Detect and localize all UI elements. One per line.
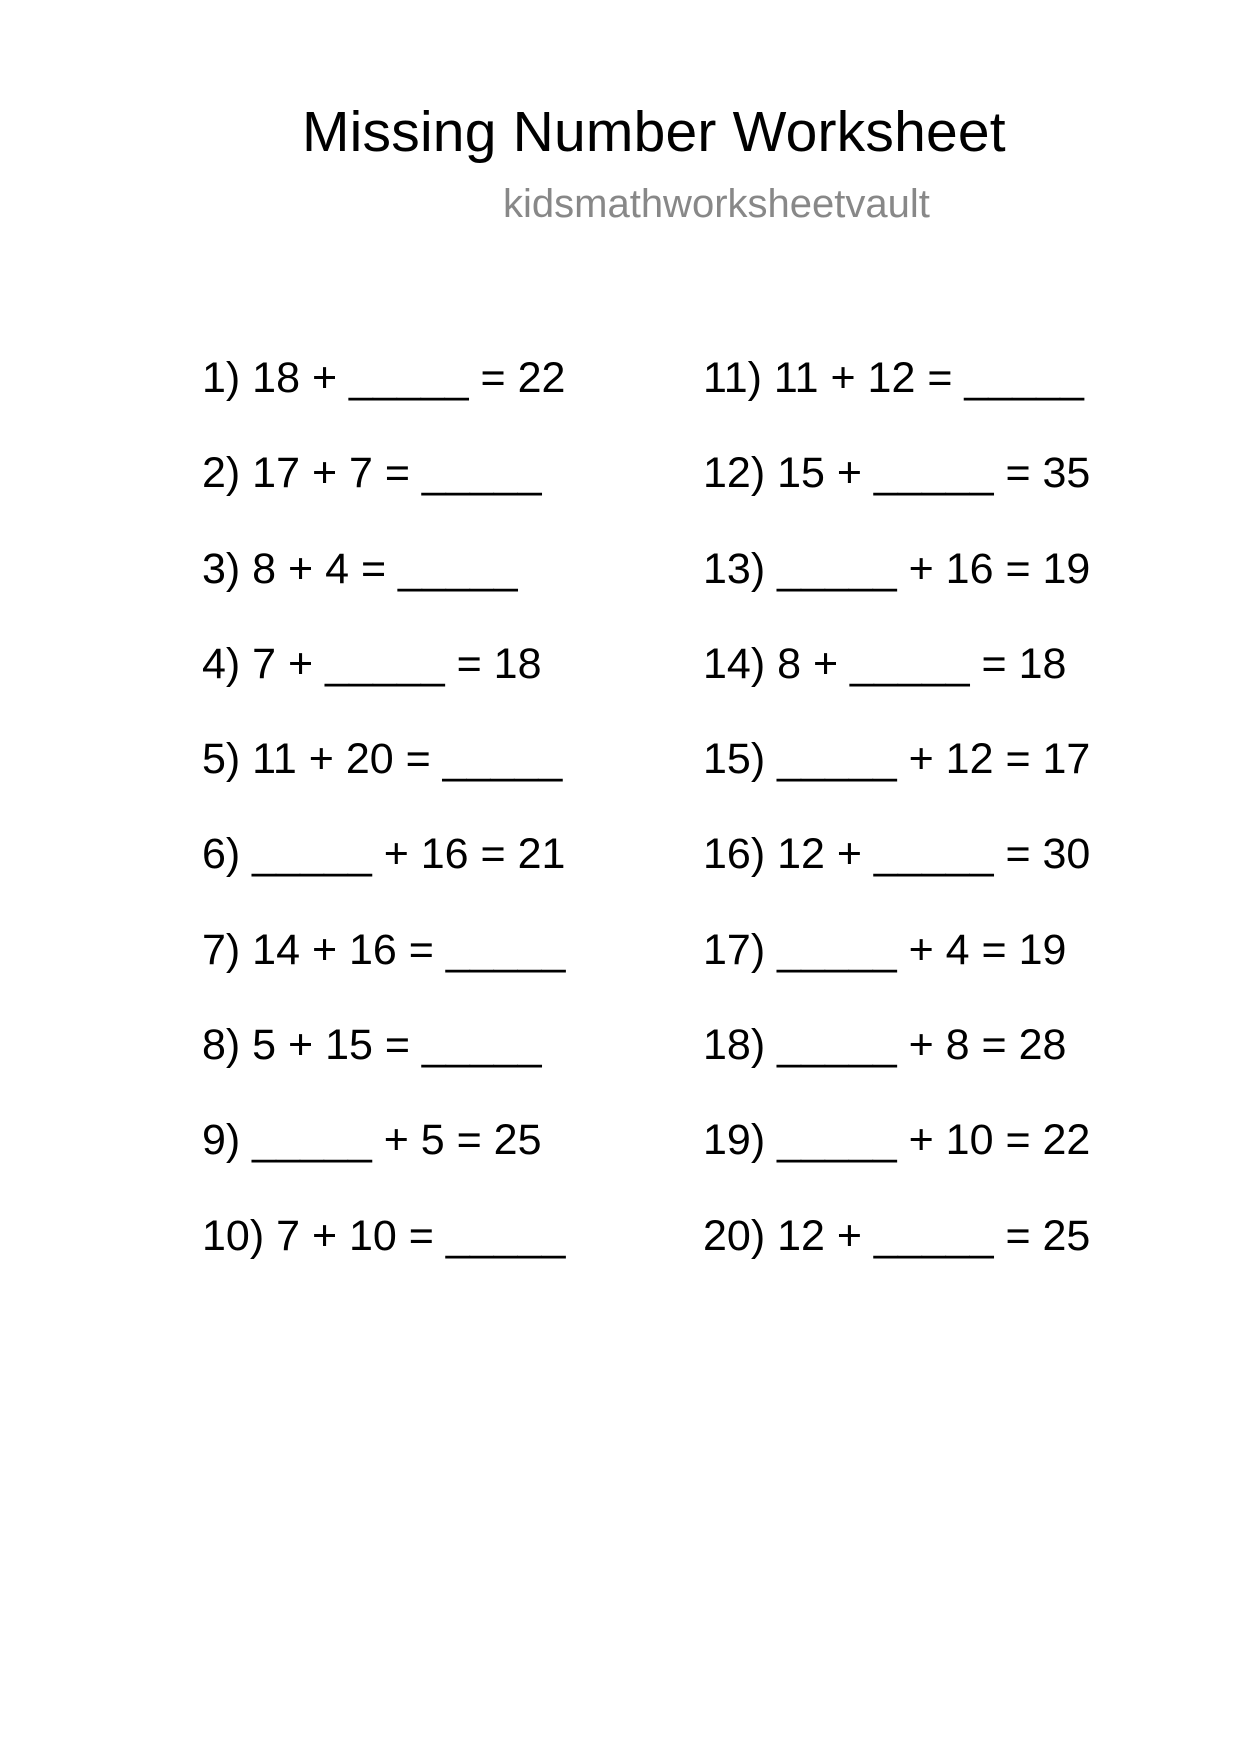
problem-10	[202, 1210, 565, 1305]
problem-text: 6) _____ + 16 = 21	[202, 830, 566, 879]
problem-text: 2) 17 + 7 = _____	[202, 449, 542, 498]
problem-17	[703, 924, 1090, 1019]
problem-text: 12) 15 + _____ = 35	[703, 449, 1091, 498]
problem-text: 18) _____ + 8 = 28	[703, 1021, 1067, 1070]
problem-text: 11) 11 + 12 = _____	[703, 354, 1084, 402]
problem-text: 15) _____ + 12 = 17	[703, 735, 1091, 784]
problem-text: 13) _____ + 16 = 19	[703, 544, 1091, 593]
problem-7	[202, 924, 565, 1019]
problem-11	[703, 352, 1090, 447]
problem-2	[202, 447, 565, 542]
problem-text: 19) _____ + 10 = 22	[703, 1116, 1091, 1165]
problem-text: 3) 8 + 4 = _____	[202, 544, 518, 593]
problem-3	[202, 543, 565, 638]
problem-13	[703, 543, 1090, 638]
problem-1	[202, 352, 565, 447]
worksheet-source: kidsmathworksheetvault	[503, 182, 930, 226]
problem-9	[202, 1114, 565, 1209]
problem-20	[703, 1210, 1090, 1305]
problem-text: 10) 7 + 10 = _____	[202, 1211, 566, 1260]
problem-text: 14) 8 + _____ = 18	[703, 639, 1067, 688]
problem-text: 20) 12 + _____ = 25	[703, 1211, 1091, 1260]
problem-6	[202, 828, 565, 923]
problem-text: 7) 14 + 16 = _____	[202, 925, 566, 974]
problem-14	[703, 638, 1090, 733]
problem-16	[703, 828, 1090, 923]
problem-text: 9) _____ + 5 = 25	[202, 1116, 542, 1165]
problems-column-left	[202, 352, 565, 1305]
problem-4	[202, 638, 565, 733]
problems-column-right	[703, 352, 1090, 1305]
problem-15	[703, 733, 1090, 828]
problem-5	[202, 733, 565, 828]
problem-text: 5) 11 + 20 = _____	[202, 735, 563, 784]
problem-text: 1) 18 + _____ = 22	[202, 354, 566, 402]
worksheet-title: Missing Number Worksheet	[302, 100, 1006, 164]
problem-text: 17) _____ + 4 = 19	[703, 925, 1067, 974]
problem-text: 4) 7 + _____ = 18	[202, 639, 542, 688]
problem-12	[703, 447, 1090, 542]
problem-8	[202, 1019, 565, 1114]
problem-text: 8) 5 + 15 = _____	[202, 1021, 542, 1070]
problem-18	[703, 1019, 1090, 1114]
problem-19	[703, 1114, 1090, 1209]
problem-text: 16) 12 + _____ = 30	[703, 830, 1091, 879]
